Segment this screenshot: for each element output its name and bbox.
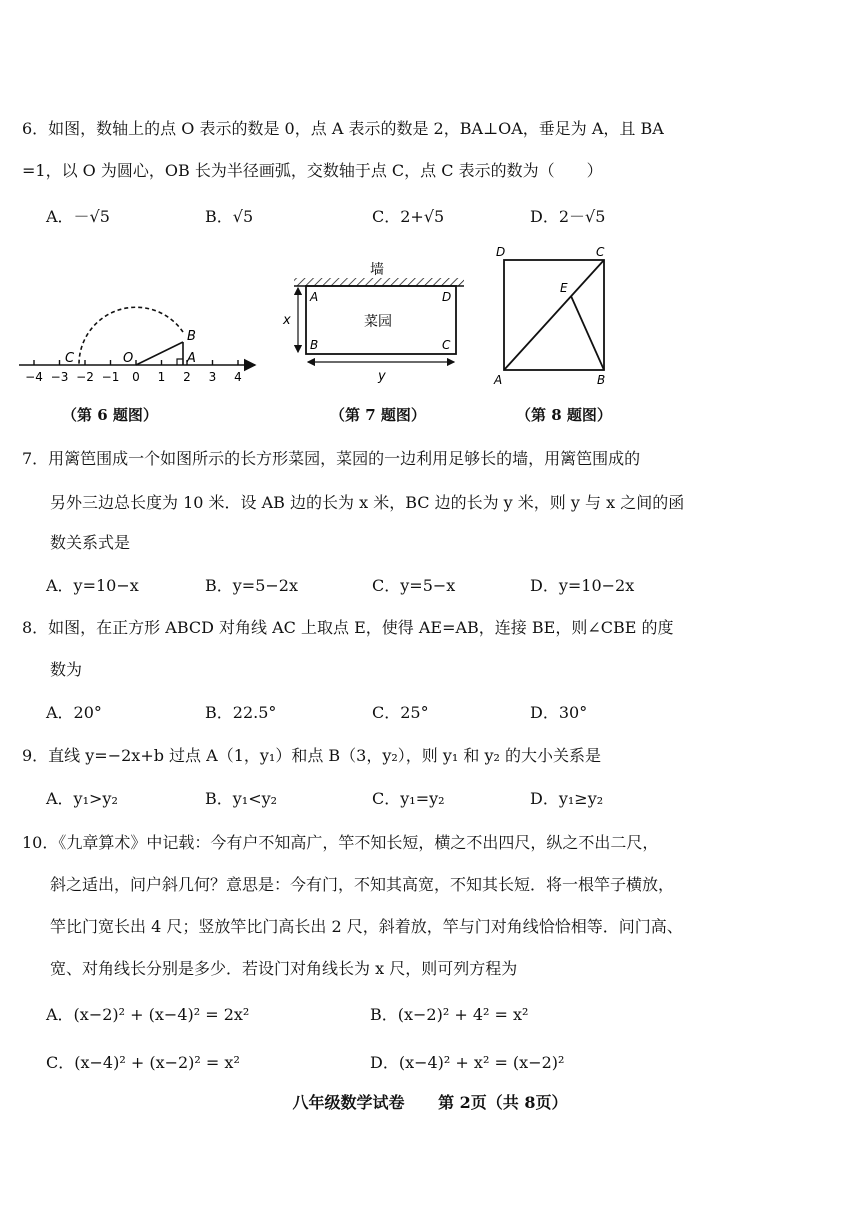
wall-hatch [294,278,464,286]
q8-option-d[interactable]: D．30° [530,703,588,722]
q7-stem-line2: 另外三边总长度为 10 米．设 AB 边的长为 x 米，BC 边的长为 y 米，则 y 与 x 之间的函 [50,493,685,512]
label-point-a: A [187,351,196,366]
q9-option-a[interactable]: A．y₁>y₂ [46,789,118,808]
q7-option-c[interactable]: C．y=5−x [372,576,456,595]
q7-option-b[interactable]: B．y=5−2x [205,576,298,595]
label-point-a: A [310,290,319,304]
wall-label: 墙 [370,262,384,278]
q10-option-d[interactable]: D．(x−4)² + x² = (x−2)² [370,1053,565,1072]
q9-stem-line1: 9．直线 y=−2x+b 过点 A（1，y₁）和点 B（3，y₂），则 y₁ 和 y₂ 的大小关系是 [22,746,602,765]
x-dimension-label: x [283,313,291,328]
q8-option-b[interactable]: B．22.5° [205,703,277,722]
page-footer [0,1090,860,1113]
right-angle-mark [177,359,183,365]
number-line-tick-label: −1 [101,370,120,384]
segment-ob [136,342,183,365]
q10-option-b[interactable]: B．(x−2)² + 4² = x² [370,1005,529,1024]
number-line-tick-label: −4 [25,370,43,384]
number-line-tick-label: 3 [208,370,217,384]
label-point-d: D [442,290,452,304]
label-point-o: O [123,351,134,366]
q8-stem-line1: 8．如图，在正方形 ABCD 对角线 AC 上取点 E，使得 AE=AB，连接 BE，则∠CBE 的度 [22,618,674,637]
number-line-tick-label: 0 [132,370,140,384]
q7-stem-line1: 7．用篱笆围成一个如图所示的长方形菜园，菜园的一边利用足够长的墙，用篱笆围成的 [22,449,641,468]
label-point-d: D [496,245,506,259]
number-line-tick-label: 1 [157,370,166,384]
q10-stem-line2: 斜之适出，问户斜几何？意思是：今有门，不知其高宽，不知其长短．将一根竿子横放， [50,875,675,894]
label-point-a: A [494,373,503,387]
label-point-c: C [596,245,605,259]
footer-exam-title: 八年级数学试卷 [292,1093,405,1112]
q7-figure [282,258,477,388]
q6-stem-line1: 6．如图，数轴上的点 O 表示的数是 0，点 A 表示的数是 2，BA⊥OA，垂足为 A，且 BA [22,119,664,138]
q10-option-c[interactable]: C．(x−4)² + (x−2)² = x² [46,1053,240,1072]
label-point-c: C [65,351,75,366]
q10-stem-line4: 宽、对角线长分别是多少．若设门对角线长为 x 尺，则可列方程为 [50,959,518,978]
q8-option-c[interactable]: C．25° [372,703,429,722]
number-line-tick-label: 2 [183,370,191,384]
number-line-tick-label: 4 [234,370,242,384]
q8-stem-line2: 数为 [50,660,83,679]
number-line-tick-label: −2 [76,370,94,384]
footer-page-number: 第 2页（共 8页） [438,1093,568,1112]
q7-option-d[interactable]: D．y=10−2x [530,576,635,595]
diagonal-ac [504,260,604,370]
garden-label: 菜园 [364,314,392,330]
q9-option-c[interactable]: C．y₁=y₂ [372,789,445,808]
q10-option-a[interactable]: A．(x−2)² + (x−4)² = 2x² [46,1005,250,1024]
q9-option-b[interactable]: B．y₁<y₂ [205,789,278,808]
q8-figure-caption: （第 8 题图） [516,406,612,424]
q10-stem-line3: 竿比门宽长出 4 尺；竖放竿比门高长出 2 尺，斜着放，竿与门对角线恰恰相等．问门高、 [50,917,683,936]
q10-stem-line1: 10．《九章算术》中记载：今有户不知高广，竿不知长短，横之不出四尺，纵之不出二尺， [22,833,659,852]
y-dimension-label: y [378,369,386,384]
q6-option-b[interactable]: B．√5 [205,207,254,226]
q9-option-d[interactable]: D．y₁≥y₂ [530,789,604,808]
q6-option-c[interactable]: C．2+√5 [372,207,445,226]
label-point-e: E [560,281,568,295]
segment-be [571,296,604,370]
q8-option-a[interactable]: A．20° [46,703,102,722]
q6-option-d[interactable]: D．2－√5 [530,207,606,226]
q7-figure-caption: （第 7 题图） [330,406,426,424]
label-point-c: C [442,338,451,352]
label-point-b: B [597,373,606,387]
q8-figure [490,240,620,390]
label-point-b: B [310,338,319,352]
q6-figure-caption: （第 6 题图） [62,406,158,424]
q7-stem-line3: 数关系式是 [50,533,131,552]
q6-figure [15,290,270,395]
q7-option-a[interactable]: A．y=10−x [46,576,139,595]
q6-stem-line2: =1，以 O 为圆心，OB 长为半径画弧，交数轴于点 C，点 C 表示的数为（ ） [22,161,603,180]
label-point-b: B [187,329,196,344]
number-line-tick-label: −3 [50,370,69,384]
q6-option-a[interactable]: A．－√5 [46,207,110,226]
